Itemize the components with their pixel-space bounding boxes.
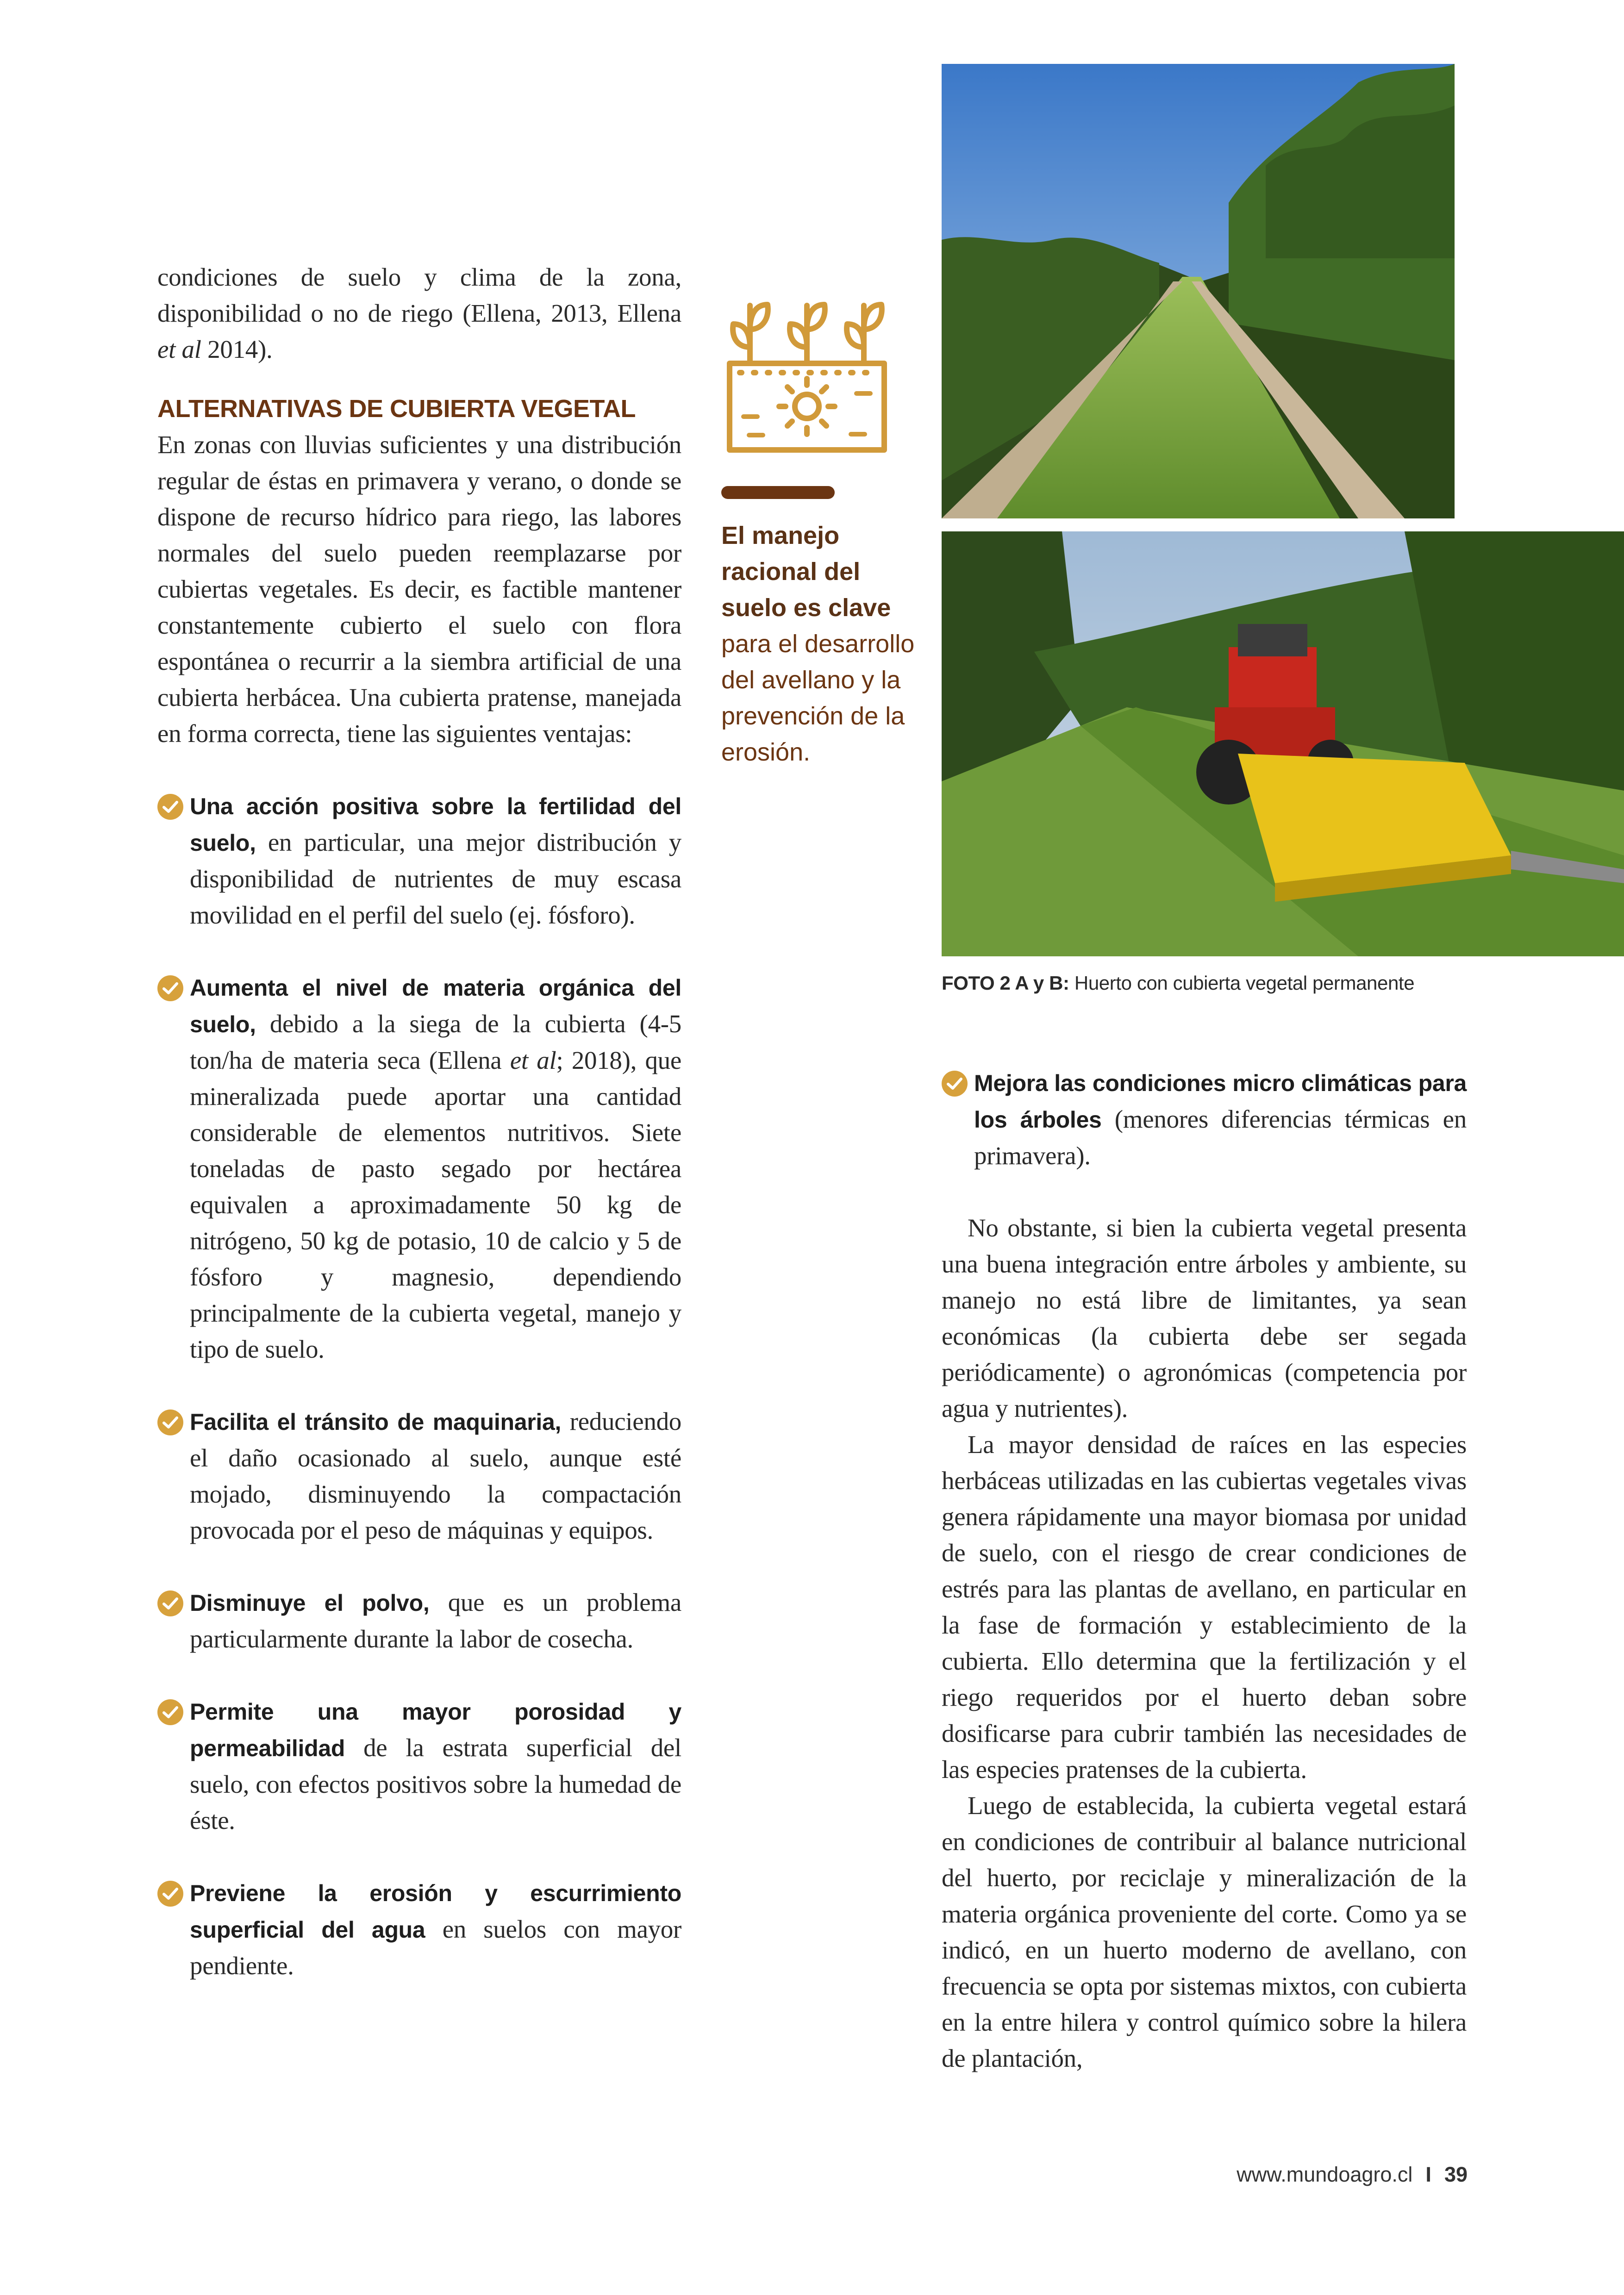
plants-soil-sun-icon [721, 278, 893, 454]
advantage-text: (menores diferencias térmicas en primavera). [974, 1105, 1467, 1170]
left-column [157, 259, 681, 1984]
advantage-text: en particular, una mejor distribución y disponibilidad de nutrientes de muy escasa movilidad en el perfil del suelo (ej. fósforo). [190, 828, 681, 929]
photo-orchard-rows [942, 64, 1455, 518]
body-paragraph: No obstante, si bien la cubierta vegetal presenta una buena integración entre árboles y ambiente, su manejo no está libre de limitantes, ya sean económicas (la cubierta debe ser segada periódicamente) o agronómicas (competencia por agua y nutrientes). [942, 1214, 1467, 1422]
check-icon [157, 1590, 183, 1616]
photo-tractor-mowing [942, 531, 1624, 956]
advantage-item [157, 788, 681, 933]
check-icon [157, 975, 183, 1001]
intro-text: condiciones de suelo y clima de la zona, disponibilidad o no de riego (Ellena, 2013, Ellena [157, 263, 681, 327]
advantage-item [157, 1403, 681, 1548]
intro-paragraph [157, 259, 681, 368]
advantage-item [942, 1065, 1467, 1174]
callout-body: para el desarrollo del avellano y la prevención de la erosión. [721, 630, 915, 766]
advantages-list [157, 788, 681, 1984]
photo-caption [942, 972, 1543, 994]
intro-citation-em: et al [157, 335, 201, 363]
section-heading: ALTERNATIVAS DE CUBIERTA VEGETAL [157, 395, 636, 423]
advantage-title: Una acción positiva sobre la fertilidad del suelo, [190, 793, 681, 856]
advantage-title: Aumenta el nivel de materia orgánica del suelo, [190, 975, 681, 1037]
advantage-item [157, 1875, 681, 1984]
cover-crop-paragraph: En zonas con lluvias suficientes y una distribución regular de éstas en primavera y verano, o donde se dispone de recurso hídrico para riego, las labores normales del suelo pueden reemplazarse por cubiertas vegetales. Es decir, es factible mantener constantemente cubierto el suelo con flora espontánea o recurrir a la siembra artificial de una cubierta herbácea. Una cubierta pratense, manejada en forma correcta, tiene las siguientes ventajas: [157, 430, 681, 748]
advantage-title: Previene la erosión y escurrimiento superficial del agua [190, 1880, 681, 1943]
advantage-title: Facilita el tránsito de maquinaria, [190, 1409, 562, 1435]
check-icon [942, 1071, 968, 1097]
advantage-text: de la estrata superficial del suelo, con efectos positivos sobre la humedad de éste. [190, 1734, 681, 1834]
page-footer [1199, 2163, 1468, 2187]
advantage-citation-em: et al [510, 1046, 556, 1074]
check-icon [157, 1699, 183, 1725]
advantage-item [157, 969, 681, 1367]
advantage-text-cont: ; 2018), que mineralizada puede aportar una cantidad considerable de elementos nutritivos. Siete toneladas de pasto segado por hectárea equivalen a aproximadamente 50 kg de nitrógeno, 50 kg de potasio, 10 de calcio y 5 de fósforo y magnesio, dependiendo principalmente de la cubierta vegetal, manejo y tipo de suelo. [190, 1046, 681, 1363]
body-paragraph: Luego de establecida, la cubierta vegetal estará en condiciones de contribuir al balance nutricional del huerto, por reciclaje y mineralización de la materia orgánica proveniente del corte. Como ya se indicó, en un huerto moderno de avellano, con frecuencia se opta por sistemas mixtos, con cubierta en la entre hilera y control químico sobre la hilera de plantación, [942, 1791, 1467, 2072]
intro-text-end: 2014). [201, 335, 273, 363]
callout-accent-bar [721, 486, 835, 499]
body-paragraph: La mayor densidad de raíces en las especies herbáceas utilizadas en las cubiertas vegetales vivas genera rápidamente una mayor biomasa por unidad de suelo, con el riesgo de crear condiciones de estrés para las plantas de avellano, en particular en la fase de formación y establecimiento de la cubierta. Ello determina que la fertilización y el riego requeridos por el huerto deban sobre dosificarse para cubrir también las necesidades de las especies pratenses de la cubierta. [942, 1430, 1467, 1784]
advantage-item [157, 1584, 681, 1657]
callout-title: El manejo racional del suelo es clave [721, 522, 891, 622]
footer-separator: I [1425, 2163, 1431, 2186]
page-number: 39 [1444, 2163, 1468, 2186]
check-icon [157, 1409, 183, 1435]
advantage-text: que es un problema particularmente durante la labor de cosecha. [190, 1588, 681, 1653]
advantage-text: en suelos con mayor pendiente. [190, 1915, 681, 1980]
photo-caption-text: Huerto con cubierta vegetal permanente [1069, 972, 1415, 994]
advantage-text: debido a la siega de la cubierta (4-5 ton/ha de materia seca (Ellena [190, 1010, 681, 1074]
advantage-title: Permite una mayor porosidad y permeabilidad [190, 1699, 681, 1761]
photo-caption-label: FOTO 2 A y B: [942, 972, 1069, 994]
advantage-title: Disminuye el polvo, [190, 1590, 430, 1616]
advantage-text: reduciendo el daño ocasionado al suelo, aunque esté mojado, disminuyendo la compactación provocada por el peso de máquinas y equipos. [190, 1407, 681, 1544]
advantage-item [157, 1693, 681, 1839]
check-icon [157, 1881, 183, 1907]
footer-url: www.mundoagro.cl [1237, 2163, 1413, 2186]
right-column [942, 1065, 1467, 2077]
advantage-title: Mejora las condiciones micro climáticas para los árboles [974, 1070, 1467, 1133]
callout-column [721, 278, 925, 770]
callout-text [721, 518, 925, 770]
check-icon [157, 794, 183, 820]
